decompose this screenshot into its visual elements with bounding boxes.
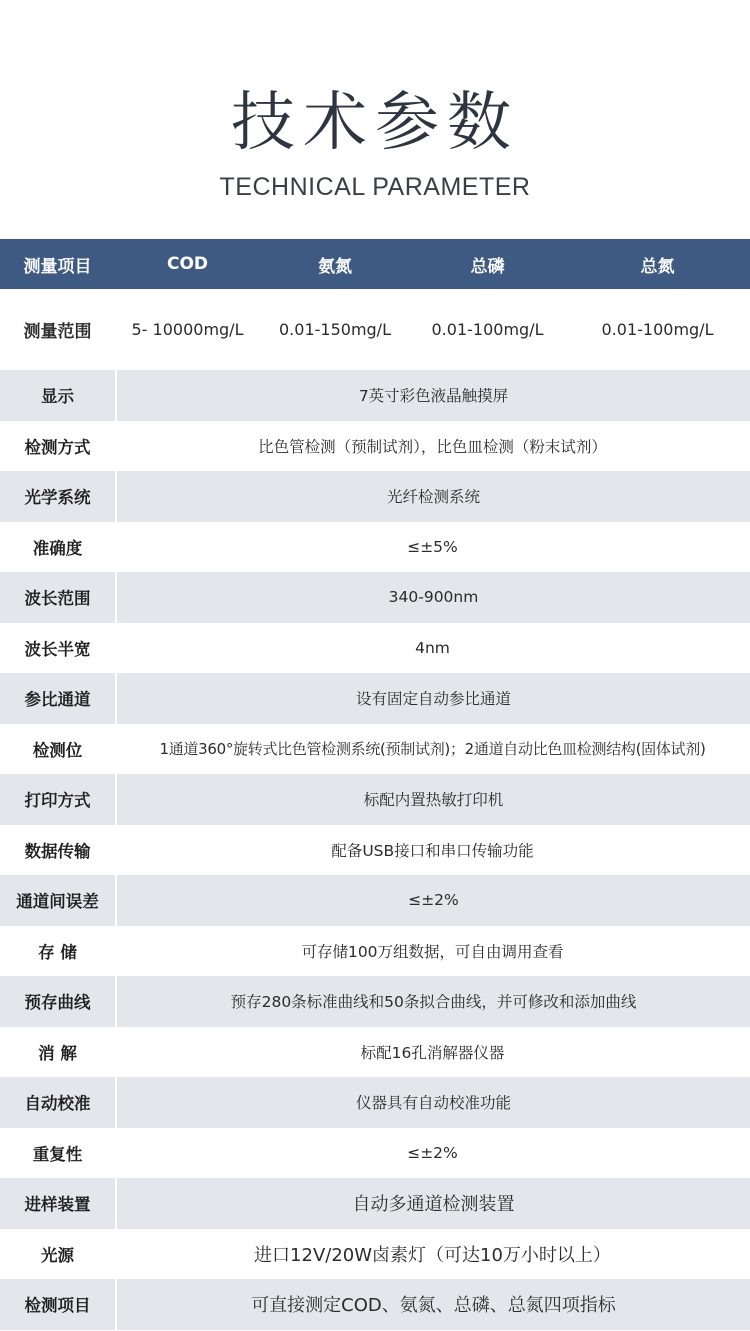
row-value: 4nm bbox=[115, 623, 750, 674]
table-row bbox=[0, 370, 750, 421]
table-row bbox=[0, 976, 750, 1027]
row-label: 光源 bbox=[0, 1229, 115, 1280]
table-row bbox=[0, 522, 750, 573]
column-header-cod: COD bbox=[166, 254, 209, 274]
column-header-nitrogen: 总氮 bbox=[640, 256, 675, 277]
row-label: 预存曲线 bbox=[0, 976, 115, 1027]
table-header-row bbox=[0, 239, 750, 289]
row-value: 仪器具有自动校准功能 bbox=[115, 1077, 750, 1128]
page-title: 技术参数 bbox=[231, 86, 519, 160]
table-row bbox=[0, 572, 750, 623]
range-nitrogen: 0.01-100mg/L bbox=[601, 320, 714, 339]
row-value: 标配16孔消解器仪器 bbox=[115, 1027, 750, 1078]
row-label: 准确度 bbox=[0, 522, 115, 573]
row-value: 340-900nm bbox=[115, 572, 750, 623]
range-row bbox=[0, 289, 750, 370]
row-value: ≤±5% bbox=[115, 522, 750, 573]
table-row bbox=[0, 926, 750, 977]
row-value: ≤±2% bbox=[115, 1128, 750, 1179]
row-label: 检测项目 bbox=[0, 1279, 115, 1330]
row-label: 打印方式 bbox=[0, 774, 115, 825]
row-label: 检测方式 bbox=[0, 421, 115, 472]
row-label: 显示 bbox=[0, 370, 115, 421]
row-label: 参比通道 bbox=[0, 673, 115, 724]
row-value: 配备USB接口和串口传输功能 bbox=[115, 825, 750, 876]
row-value: 进口12V/20W卤素灯（可达10万小时以上） bbox=[115, 1229, 750, 1280]
row-label: 消 解 bbox=[0, 1027, 115, 1078]
row-label: 进样装置 bbox=[0, 1178, 115, 1229]
range-ammonia: 0.01-150mg/L bbox=[279, 320, 391, 339]
range-phosphorus: 0.01-100mg/L bbox=[431, 320, 544, 339]
column-header-phosphorus: 总磷 bbox=[470, 256, 505, 277]
row-label: 存 储 bbox=[0, 926, 115, 977]
table-row bbox=[0, 1178, 750, 1229]
table-row bbox=[0, 673, 750, 724]
table-row bbox=[0, 875, 750, 926]
column-header-item: 测量项目 bbox=[23, 256, 92, 277]
page-subtitle: TECHNICAL PARAMETER bbox=[219, 173, 531, 201]
row-value: 可存储100万组数据，可自由调用查看 bbox=[115, 926, 750, 977]
spec-table bbox=[0, 239, 750, 1330]
row-value: 光纤检测系统 bbox=[115, 471, 750, 522]
row-label: 数据传输 bbox=[0, 825, 115, 876]
table-row bbox=[0, 1128, 750, 1179]
row-label: 通道间误差 bbox=[0, 875, 115, 926]
row-label: 波长半宽 bbox=[0, 623, 115, 674]
row-value: 标配内置热敏打印机 bbox=[115, 774, 750, 825]
row-label: 检测位 bbox=[0, 724, 115, 775]
row-label: 光学系统 bbox=[0, 471, 115, 522]
row-label: 波长范围 bbox=[0, 572, 115, 623]
table-row bbox=[0, 724, 750, 775]
row-value: 1通道360°旋转式比色管检测系统(预制试剂)；2通道自动比色皿检测结构(固体试剂) bbox=[115, 724, 750, 775]
column-header-ammonia: 氨氮 bbox=[318, 256, 352, 277]
table-row bbox=[0, 471, 750, 522]
table-row bbox=[0, 825, 750, 876]
table-row bbox=[0, 774, 750, 825]
row-value: 7英寸彩色液晶触摸屏 bbox=[115, 370, 750, 421]
table-row bbox=[0, 421, 750, 472]
row-value: 比色管检测（预制试剂），比色皿检测（粉末试剂） bbox=[115, 421, 750, 472]
row-value: 可直接测定COD、氨氮、总磷、总氮四项指标 bbox=[115, 1279, 750, 1330]
table-row bbox=[0, 1279, 750, 1330]
table-row bbox=[0, 1077, 750, 1128]
table-row bbox=[0, 1229, 750, 1280]
range-label: 测量范围 bbox=[23, 322, 92, 342]
row-value: ≤±2% bbox=[115, 875, 750, 926]
row-value: 预存280条标准曲线和50条拟合曲线，并可修改和添加曲线 bbox=[115, 976, 750, 1027]
table-row bbox=[0, 1027, 750, 1078]
row-value: 设有固定自动参比通道 bbox=[115, 673, 750, 724]
range-cod: 5- 10000mg/L bbox=[131, 320, 244, 339]
table-row bbox=[0, 623, 750, 674]
row-label: 自动校准 bbox=[0, 1077, 115, 1128]
row-label: 重复性 bbox=[0, 1128, 115, 1179]
row-value: 自动多通道检测装置 bbox=[115, 1178, 750, 1229]
